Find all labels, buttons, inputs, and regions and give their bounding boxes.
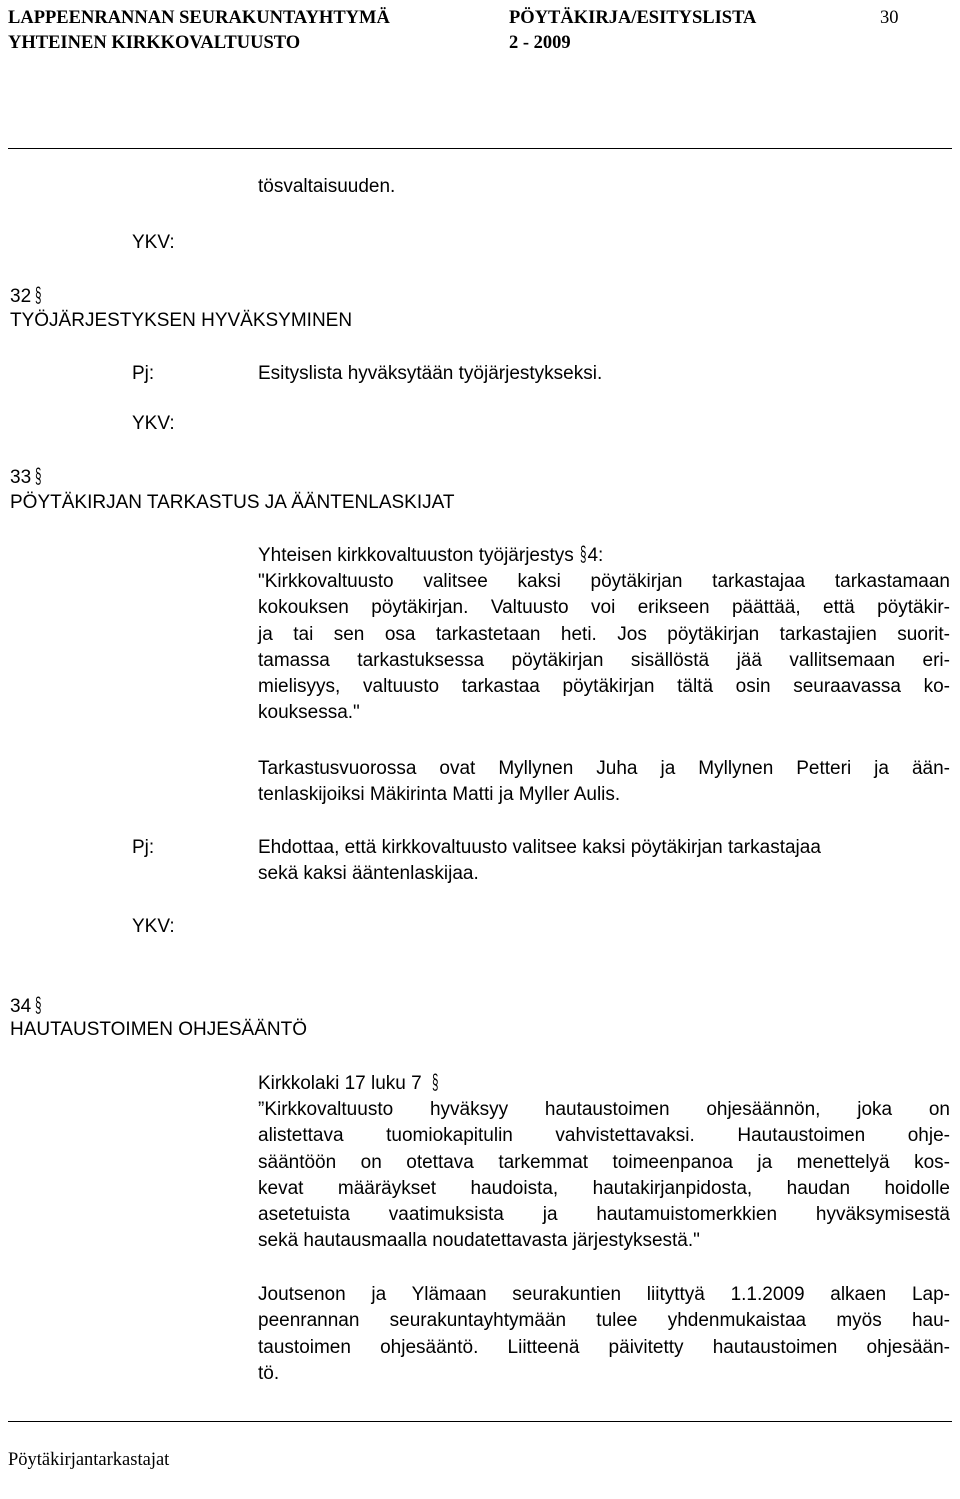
section-number: 34 [10, 996, 32, 1017]
rule-reference-tail: 4: [587, 545, 604, 566]
section-32-title: TYÖJÄRJESTYKSEN HYVÄKSYMINEN [10, 310, 353, 331]
body-line: Joutsenon ja Ylämaan seurakuntien liityttyä 1.1.2009 alkaen Lap- [258, 1284, 950, 1305]
footer-signature-label: Pöytäkirjantarkastajat [8, 1450, 170, 1470]
body-line: peenrannan seurakuntayhtymään tulee yhdenmukaistaa myös hau- [258, 1310, 950, 1332]
section-32-number [10, 284, 47, 310]
law-line: ”Kirkkovaltuusto hyväksyy hautaustoimen ohjesäännön, joka on [258, 1099, 950, 1120]
section-33-title: PÖYTÄKIRJAN TARKASTUS JA ÄÄNTENLASKIJAT [10, 492, 455, 513]
section-number: 33 [10, 467, 32, 488]
proposal-line: Ehdottaa, että kirkkovaltuusto valitsee kaksi pöytäkirjan tarkastajaa [258, 837, 821, 858]
ykv-label: YKV: [132, 916, 175, 937]
section-34-title: HAUTAUSTOIMEN OHJESÄÄNTÖ [10, 1019, 307, 1040]
ykv-label: YKV: [132, 413, 175, 434]
section-33-pj-proposal [258, 835, 950, 888]
section-number: 32 [10, 286, 32, 307]
section-sign: § [35, 994, 42, 1017]
header-doc-number: 2 - 2009 [509, 33, 571, 53]
law-line: alistettava tuomiokapitulin vahvistettavaksi. Hautaustoimen ohje- [258, 1125, 950, 1147]
section-sign: § [579, 543, 587, 566]
inspection-turn [258, 756, 950, 809]
turn-line: Tarkastusvuorossa ovat Myllynen Juha ja Myllynen Petteri ja ään- [258, 758, 950, 779]
header-doc-type: PÖYTÄKIRJA/ESITYSLISTA [509, 8, 757, 28]
quote-line: "Kirkkovaltuusto valitsee kaksi pöytäkirjan tarkastajaa tarkastamaan [258, 571, 950, 592]
quote-line: kokouksen pöytäkirjan. Valtuusto voi erikseen päättää, että pöytäkir- [258, 597, 950, 619]
section-sign: § [35, 465, 42, 488]
law-line: sekä hautausmaalla noudatettavasta järjestyksestä." [258, 1230, 700, 1252]
header-page-number: 30 [880, 8, 899, 28]
rule-quote [258, 569, 950, 727]
body-line: taustoimen ohjesääntö. Liitteenä päivitetty hautaustoimen ohjesään- [258, 1336, 950, 1358]
ykv-label: YKV: [132, 232, 175, 253]
proposal-line: sekä kaksi ääntenlaskijaa. [258, 863, 479, 885]
rule-reference [258, 543, 603, 569]
header-org-line2: YHTEINEN KIRKKOVALTUUSTO [8, 33, 301, 53]
law-line: kevat määräykset haudoista, hautakirjanpidosta, haudan hoidolle [258, 1177, 950, 1199]
quote-line: ja tai sen osa tarkastetaan heti. Jos pöytäkirjan tarkastajien suorit- [258, 623, 950, 645]
law-line: sääntöön on otettava tarkemmat toimeenpanoa ja menettelyä kos- [258, 1151, 950, 1173]
section-sign: § [35, 284, 42, 307]
law-quote [258, 1097, 950, 1255]
law-reference-text: Kirkkolaki 17 luku 7 [258, 1073, 422, 1094]
law-reference [258, 1071, 443, 1097]
rule-reference-text: Yhteisen kirkkovaltuuston työjärjestys [258, 545, 574, 566]
intro-text: tösvaltaisuuden. [258, 176, 396, 197]
section-33-number [10, 465, 47, 491]
body-line: tö. [258, 1362, 280, 1384]
footer-rule [8, 1421, 952, 1422]
law-line: asetetuista vaatimuksista ja hautamuistomerkkien hyväksymisestä [258, 1204, 950, 1226]
section-sign: § [431, 1071, 439, 1094]
header-org-line1: LAPPEENRANNAN SEURAKUNTAYHTYMÄ [8, 8, 390, 28]
section-34-body [258, 1282, 950, 1387]
quote-line: kouksessa." [258, 702, 360, 724]
pj-label: Pj: [132, 363, 155, 384]
quote-line: mielisyys, valtuusto tarkastaa pöytäkirjan tältä osin seuraavassa ko- [258, 676, 950, 698]
section-32-pj-text: Esityslista hyväksytään työjärjestykseksi. [258, 363, 603, 384]
pj-label: Pj: [132, 837, 155, 858]
header-rule [8, 148, 952, 149]
quote-line: tamassa tarkastuksessa pöytäkirjan sisällöstä jää vallitsemaan eri- [258, 649, 950, 671]
turn-line: tenlaskijoiksi Mäkirinta Matti ja Myller Aulis. [258, 784, 621, 806]
